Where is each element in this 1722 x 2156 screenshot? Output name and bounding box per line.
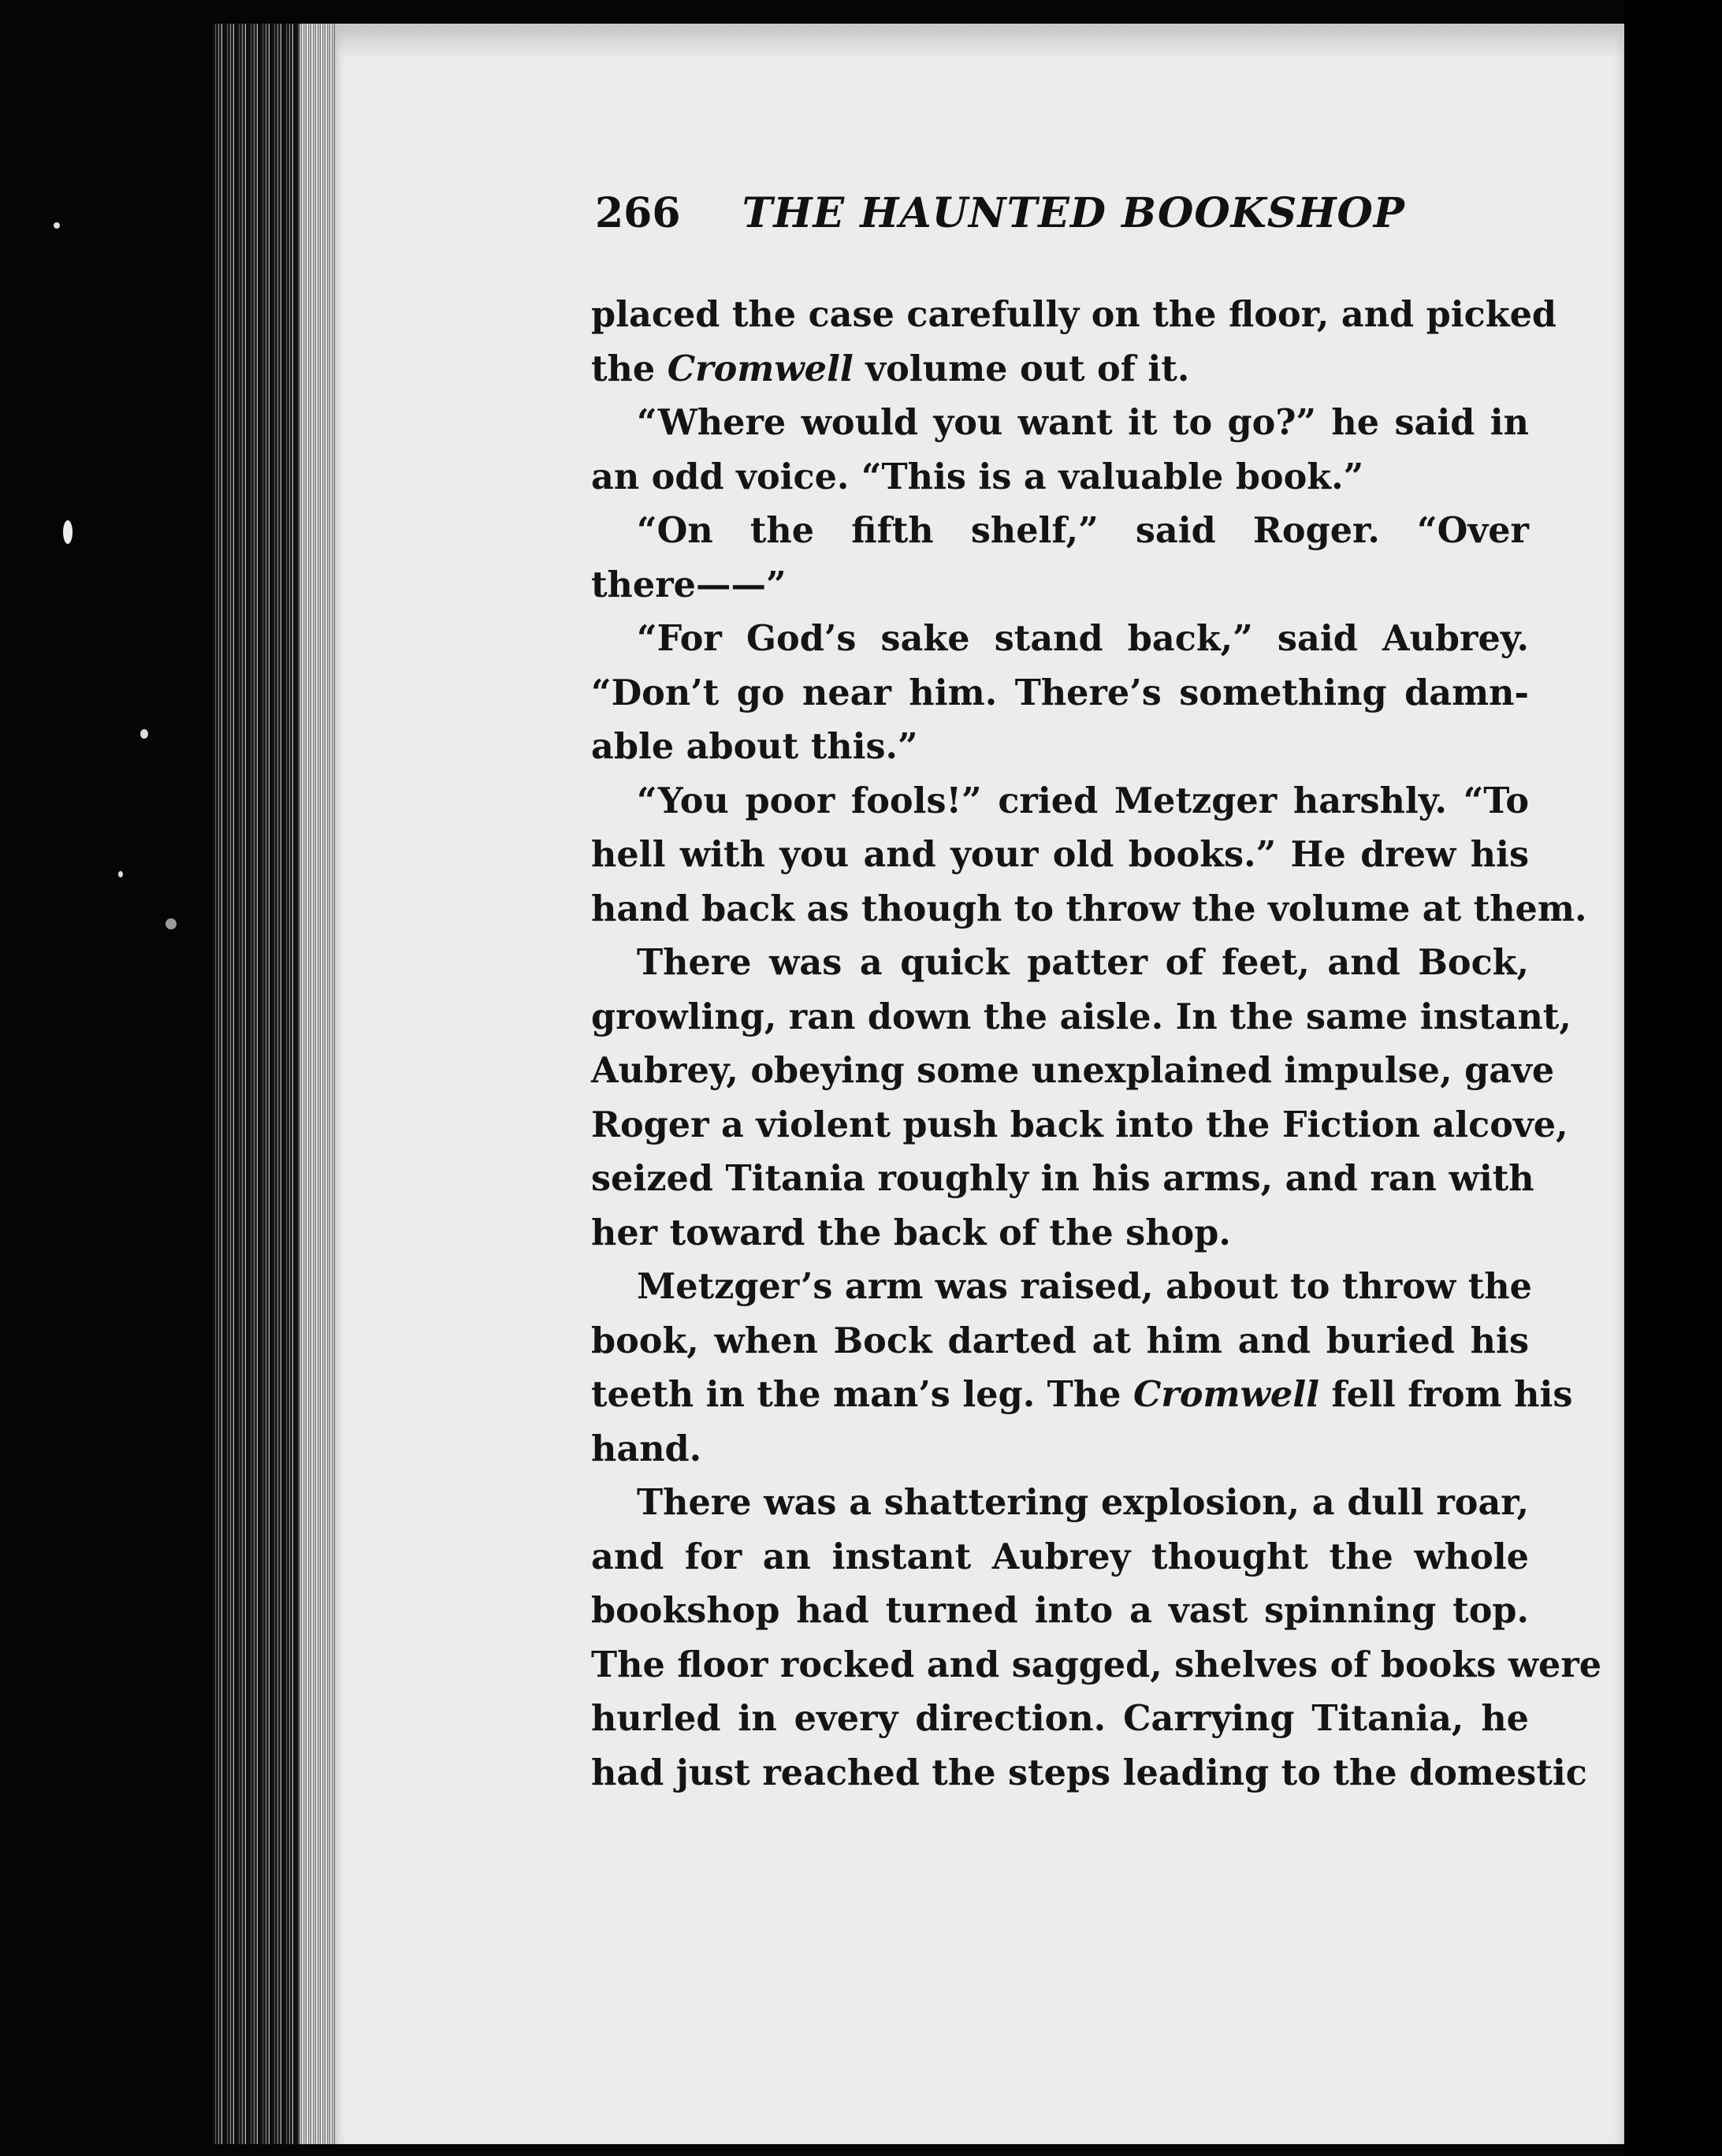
text-span: Roger a violent push back into the Fiction alcove, (591, 1104, 1568, 1145)
text-span: “Where would you want it to go?” he said in (637, 402, 1529, 443)
text-line (591, 936, 1529, 990)
text-span: “On the fifth shelf,” said Roger. “Over (637, 510, 1529, 551)
text-line (591, 1530, 1529, 1584)
text-line (591, 1638, 1602, 1692)
text-line (591, 450, 1529, 505)
text-span: hand back as though to throw the volume at them. (591, 888, 1587, 929)
running-head (595, 189, 1722, 252)
text-line (591, 396, 1529, 450)
text-line (591, 288, 1557, 342)
text-line (591, 1098, 1568, 1152)
text-line (591, 828, 1529, 882)
running-title: THE HAUNTED BOOKSHOP (742, 189, 1405, 237)
text-line (591, 1368, 1573, 1422)
text-span: There was a quick patter of feet, and Bock, (637, 942, 1529, 983)
italic-title: Cromwell (1133, 1374, 1320, 1415)
book-page (335, 24, 1624, 2144)
text-line (591, 666, 1529, 721)
body-text (591, 288, 1602, 1800)
text-line (591, 558, 1529, 613)
text-span: able about this.” (591, 726, 918, 767)
text-span: “For God’s sake stand back,” said Aubrey. (637, 618, 1529, 659)
text-span: and for an instant Aubrey thought the whole (591, 1536, 1529, 1577)
text-span: her toward the back of the shop. (591, 1212, 1231, 1253)
text-line (591, 1584, 1529, 1638)
text-span: hell with you and your old books.” He drew his (591, 834, 1529, 875)
text-line (591, 1692, 1529, 1746)
italic-title: Cromwell (667, 348, 854, 389)
text-span: seized Titania roughly in his arms, and ran with (591, 1158, 1534, 1199)
text-line (591, 1260, 1532, 1314)
text-span: Metzger’s arm was raised, about to throw the (637, 1266, 1532, 1307)
page-number: 266 (595, 189, 681, 237)
text-line (591, 1422, 1529, 1476)
margin-speck (140, 729, 148, 739)
text-span: hand. (591, 1428, 702, 1469)
text-line (591, 720, 1529, 774)
text-line (591, 504, 1529, 558)
text-span: The floor rocked and sagged, shelves of books were (591, 1644, 1602, 1685)
text-span: growling, ran down the aisle. In the same instant, (591, 996, 1571, 1037)
text-span: fell from his (1319, 1374, 1573, 1415)
text-line (591, 1746, 1587, 1800)
page-top-shadow (335, 24, 1624, 59)
text-line (591, 612, 1529, 666)
margin-speck (118, 871, 123, 877)
text-span: there——” (591, 564, 787, 605)
text-line (591, 990, 1571, 1044)
text-span: bookshop had turned into a vast spinning top. (591, 1590, 1529, 1631)
text-span: placed the case carefully on the floor, and picked (591, 294, 1557, 335)
text-span: hurled in every direction. Carrying Titania, he (591, 1698, 1529, 1739)
text-line (591, 1206, 1529, 1260)
text-span: book, when Bock darted at him and buried his (591, 1320, 1529, 1361)
text-line (591, 774, 1529, 829)
text-line (591, 1152, 1534, 1206)
text-line (591, 1314, 1529, 1368)
margin-speck (54, 222, 60, 229)
text-span: “Don’t go near him. There’s something damn- (591, 672, 1529, 713)
margin-speck (63, 520, 73, 544)
text-line (591, 342, 1529, 397)
text-span: had just reached the steps leading to the domestic (591, 1752, 1587, 1793)
text-span: the (591, 348, 668, 389)
text-line (591, 1044, 1555, 1098)
text-span: There was a shattering explosion, a dull roar, (637, 1482, 1529, 1523)
text-span: “You poor fools!” cried Metzger harshly. “To (637, 780, 1529, 821)
text-line (591, 1476, 1529, 1530)
text-span: Aubrey, obeying some unexplained impulse, gave (591, 1050, 1555, 1091)
text-span: volume out of it. (853, 348, 1190, 389)
text-span: teeth in the man’s leg. The (591, 1374, 1133, 1415)
margin-speck (166, 918, 177, 929)
book-page-edges (213, 24, 335, 2144)
text-span: an odd voice. “This is a valuable book.” (591, 456, 1364, 497)
text-line (591, 882, 1587, 937)
